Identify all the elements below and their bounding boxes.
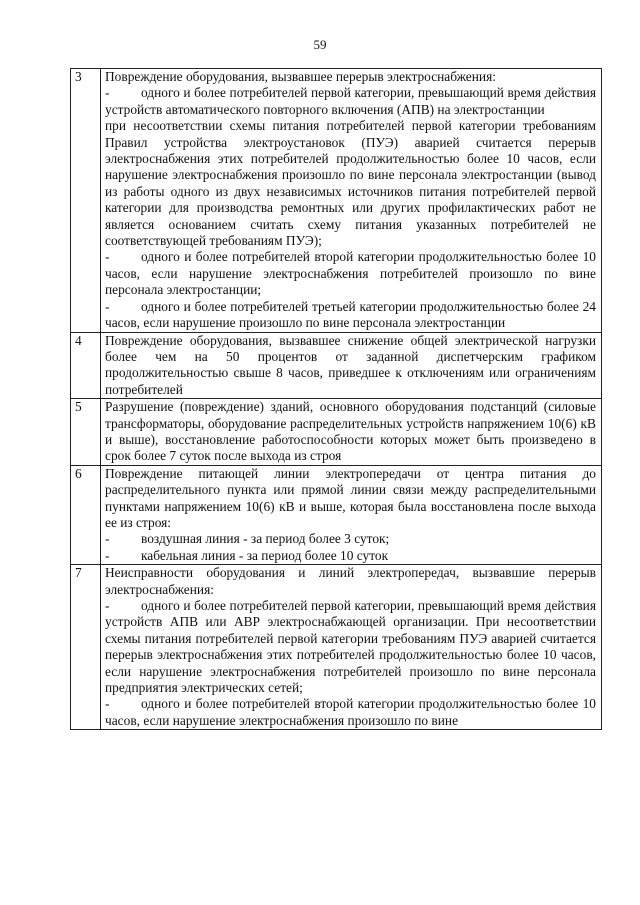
table-row	[71, 399, 602, 466]
list-item	[105, 598, 596, 696]
list-item	[105, 299, 596, 332]
row-number: 6	[71, 465, 101, 564]
incidents-table	[70, 68, 602, 730]
list-dash: -	[105, 531, 110, 547]
table-row	[71, 565, 602, 730]
list-dash: -	[105, 85, 110, 101]
row-number: 5	[71, 399, 101, 466]
paragraph-text: Повреждение питающей линии электропередачи от центра питания до распределительного пункта или прямой линии связи между распределительными пунктами напряжением 10(6) кВ и выше, которая была восстановлена после выхода ее из строя:	[105, 465, 596, 530]
list-item	[105, 85, 596, 118]
paragraph-text: Повреждение оборудования, вызвавшее перерыв электроснабжения:	[105, 69, 496, 84]
table-body	[71, 69, 602, 730]
row-description	[101, 399, 602, 466]
list-dash: -	[105, 547, 110, 563]
paragraph-text: Разрушение (повреждение) зданий, основного оборудования подстанций (силовые трансформаторы, оборудование распределительных устройств напряжением 10(6) кВ и выше), восстановление работоспособности которых может быть произведено в срок более 7 суток после выхода из строя	[105, 399, 596, 464]
list-item	[105, 249, 596, 298]
list-item	[105, 531, 596, 547]
list-dash: -	[105, 598, 110, 613]
list-item-text: воздушная линия - за период более 3 суток;	[141, 531, 390, 547]
row-number: 3	[71, 69, 101, 333]
row-number: 4	[71, 332, 101, 399]
list-dash: -	[105, 298, 110, 314]
list-dash: -	[105, 696, 110, 712]
list-item-text: одного и более потребителей первой категории, превышающий время действия устройств автоматического повторного включения (АПВ) на электростанции	[105, 85, 596, 117]
row-description	[101, 332, 602, 399]
list-item	[105, 548, 596, 564]
list-item-text: одного и более потребителей третьей категории продолжительностью более 24 часов, если нарушение произошло по вине персонала электростанции	[105, 298, 596, 331]
list-item	[105, 696, 596, 729]
row-number: 7	[71, 565, 101, 730]
list-item-text: одного и более потребителей второй категории продолжительностью более 10 часов, если нарушение электроснабжения потребителей произошло по вине персонала электростанции;	[105, 249, 596, 298]
table-row	[71, 69, 602, 333]
paragraph-text: при несоответствии схемы питания потребителей первой категории требованиям Правил устройства электроустановок (ПУЭ) аварией считается перерыв электроснабжения этих потребителей продолжительностью более 10 часов, если нарушение электроснабжения произошло по вине персонала электростанции (вывод из работы одного из двух независимых источников питания потребителей первой категории для производства ремонтных или других профилактических работ не является основанием считать схему питания указанных потребителей не соответствующей требованиям ПУЭ);	[105, 118, 596, 249]
list-item-text: одного и более потребителей первой категории, превышающий время действия устройств АПВ или АВР электроснабжающей организации. При несоответствии схемы питания потребителей первой категории требованиям ПУЭ аварией считается перерыв электроснабжения этих потребителей продолжительностью более 10 часов, если нарушение электроснабжения потребителей произошло по вине персонала предприятия электрических сетей;	[105, 598, 596, 696]
paragraph-text: Повреждение оборудования, вызвавшее снижение общей электрической нагрузки более чем на 50 процентов от заданной диспетчерским графиком продолжительностью свыше 8 часов, приведшее к отключениям или ограничениям потребителей	[105, 332, 596, 397]
list-dash: -	[105, 249, 110, 265]
table-row	[71, 465, 602, 564]
page-number: 59	[313, 37, 327, 52]
paragraph-text: Неисправности оборудования и линий электропередач, вызвавшие перерыв электроснабжения:	[105, 565, 596, 597]
list-item-text: кабельная линия - за период более 10 суток	[141, 547, 389, 563]
list-item-text: одного и более потребителей второй категории продолжительностью более 10 часов, если нарушение электроснабжения произошло по вине	[105, 696, 596, 728]
row-description	[101, 565, 602, 730]
table-row	[71, 332, 602, 399]
row-description	[101, 465, 602, 564]
row-description	[101, 69, 602, 333]
